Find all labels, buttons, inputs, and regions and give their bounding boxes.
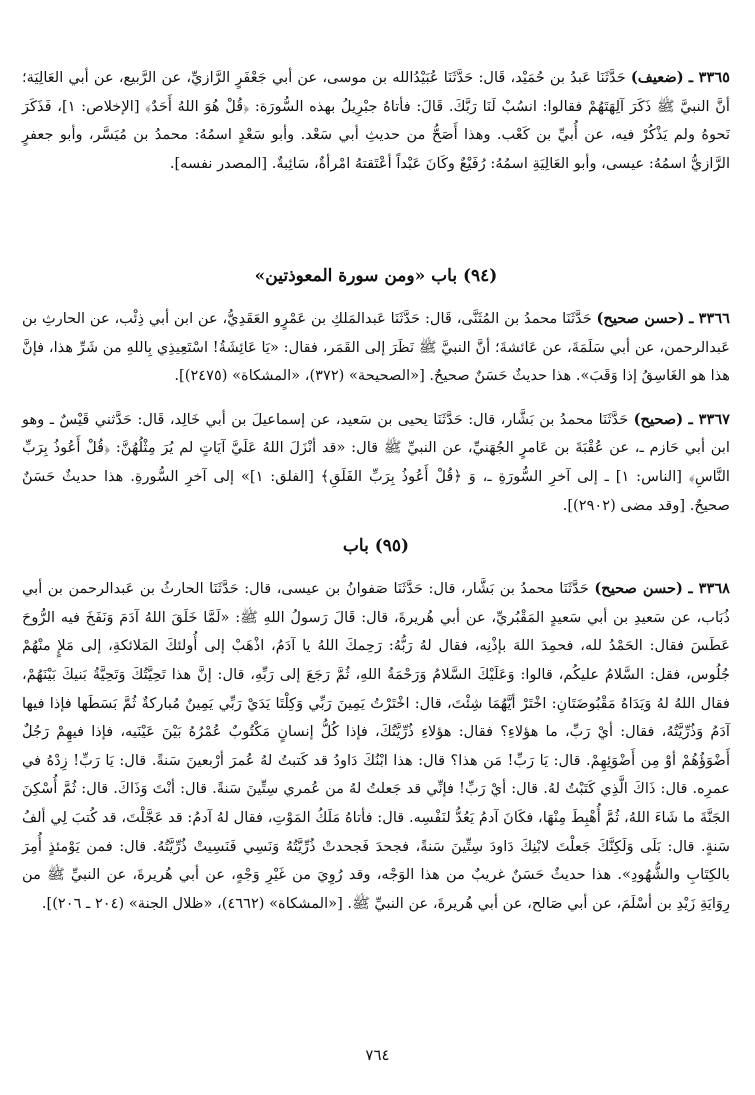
page-number: ٧٦٤ [365,1046,390,1064]
hadith-grade: (حسن صحيح) [596,310,685,327]
chapter-95-heading: (٩٥) باب [342,536,410,557]
hadith-grade: (حسن صحيح) [594,580,683,598]
hadith-grade: (صحيح) [633,410,684,428]
hadith-3366 [22,305,730,391]
hadith-number: ٣٣٦٥ ـ [688,69,730,86]
hadith-3368 [22,575,730,918]
hadith-number: ٣٣٦٦ ـ [689,310,730,327]
hadith-text: حَدَّثَنَا محمدُ بن بَشَّار، قال: حَدَّثَنَا يحيى بن سَعيد، عن إسماعيلَ بن أبي خَالِد، قَال: حَدَّثني قَيْسٌ ـ وهو ابن أبي حَازم ـ، عن عُقْبَةَ بن عَامرٍ الجُهَنيِّ، عن النبيِّ ﷺ قال: «قد أنْزَلَ اللهُ عَلَيَّ آيَاتٍ لم يُرَ مِثْلُهُنَّ: ﴿قُلْ أَعُوذُ بِرَبِّ النَّاسِ﴾ [الناس: ١] ـ إلى آخرِ السُّورَةِ ـ، وَ ﴿قُلْ أَعُوذُ بِرَبِّ الفَلَقِ﴾ [الفلق: ١]» إلى آخرِ السُّورةِ. هذا حديثٌ حَسَنٌ صحيحٌ. [وقد مضى (٢٩٠٢)]. [22,410,730,514]
hadith-number: ٣٣٦٧ ـ [688,410,731,428]
hadith-text: حَدَّثَنَا عَبدُ بن حُمَيْد، قَال: حَدَّثَنَا عُبَيْدُالله بن موسى، عن أبي جَعْفَرٍ الرَّازيِّ، عن الرَّبيع، عن أبي العَالِيَة؛ أنَّ النبيَّ ﷺ ذَكَرَ آلِهَتَهُمْ فقالوا: انسُبْ لَنَا رَبَّكَ. قَالَ: فأتاهُ جبْرِيلُ بهذه السُّورَة: ﴿قُلْ هُوَ اللهُ أَحَدٌ﴾ [الإخلاص: ١]، فَذَكَرَ نَحوهُ ولم يَذْكُرْ فيه، عن أُبيِّ بن كَعْب. وهذا أَصَحُّ من حديثِ أبي سَعْد. وأبو سَعْدٍ اسمُهُ: محمدُ بن مُيَسَّر، وأبو جعفرٍ الرَّازيُّ اسمُهُ: عيسى، وأبو العَالِيَةِ اسمُهُ: رُفَيْعٌ وكَانَ عَبْداً أعْتَقتهُ امْرأةٌ، سَائِبةٌ. [المصدر نفسه]. [22,69,730,172]
hadith-number: ٣٣٦٨ ـ [688,580,730,598]
hadith-grade: (ضعيف) [630,69,684,86]
hadith-text: حَدَّثَنَا محمدُ بن بَشَّار، قال: حَدَّثَنَا صَفوانُ بن عيسى، قال: حَدَّثَنَا الحارثُ بن عَبدالرحمن بن أبي ذُبَاب، عن سَعيدِ بن أبي سَعيدٍ المَقْبُريِّ، عن أبي هُريرةَ، قال: قَالَ رَسولُ اللهِ ﷺ: «لَمَّا خَلَقَ اللهُ آدَمَ وَنَفَخَ فيه الرُّوحَ عَطَسَ فقال: الحَمْدُ لله، فحمِدَ اللهَ بإذْنِه، فقال لهُ رَبُّهُ: رَحِمكَ اللهُ يا آدَمُ، اذْهَبْ إلى أُولئكَ المَلائكةِ، إلى مَلإٍ منْهُمْ جُلُوس، فقل: السَّلامُ عليكُم، قالوا: وَعَلَيْكَ السَّلامُ وَرَحْمَةُ اللهِ، ثُمَّ رَجَعَ إلى رَبِّهِ، قال: إنَّ هذا تَحِيَّتُكَ وَتَحِيَّةُ بَنيكَ بَيْنَهُمْ، فقال اللهُ لهُ وَيَدَاهُ مَقْبُوضَتَانِ: اخْتَرْ أيَّهُمَا شِئْتَ، قال: اخْتَرْتُ يَمِينَ رَبِّي وَكِلْتَا يَدَيْ رَبِّي يَمِينٌ مُباركةٌ ثُمَّ بَسَطَها فإذا فيها آدَمُ وَذُرِّيَّتُهُ، فقال: أيْ رَبِّ، ما هؤلاءِ؟ فقال: هؤلاءِ ذُرِّيَّتُكَ، فإذا كُلُّ إنسانٍ مَكْتُوبٌ عُمْرُهُ بَيْنَ عَيْنَيه، فإذا فيهِمْ رَجُلٌ أَضْوَؤُهُمْ أوْ مِن أَضْوَئِهِمْ. قال: يَا رَبِّ! مَن هذا؟ قال: هذا ابْنُكَ دَاودُ قد كَتبتُ لهُ عُمرَ أرْبعينَ سَنةً. قال: يَا رَبِّ! زِدْهُ في عمرِه. قال: ذَاكَ الَّذِي كَتَبْتُ لهُ. قال: أيْ رَبِّ! فإنِّي قد جَعلتُ لهُ من عُمري سِتِّينَ سَنةً. قال: أنْتَ وَذَاكَ. قال: ثُمَّ أُسْكِنَ الجَنَّةَ ما شَاءَ اللهُ، ثُمَّ أُهْبِطَ مِنْهَا، فكَانَ آدمُ يَعُدُّ لنَفْسِه. قال: فأتاهُ مَلَكُ المَوْتِ، فقال لهُ آدمُ: قد عَجَّلْتَ، قد كُتبَ لِي ألفُ سَنةٍ. قال: بَلَى وَلَكِنَّكَ جَعلْتَ لابْنِكَ دَاودَ سِتِّينَ سَنةً، فجحدَ فَجحدتْ ذُرِّيَّتُهُ وَنَسِي فَنَسِيتْ ذُرِّيَّتُهُ. قال: فمن يَوْمئذٍ أُمِرَ بالكِتَابِ والشُّهُودِ». هذا حديثٌ حَسَنٌ غريبٌ من هذا الوَجْه، وقد رُوِيَ من غَيْرِ وَجْهٍ، عن أبي هُريرةَ، عن النبيِّ ﷺ من رِوَايَةِ زَيْدِ بن أسْلَمَ، عن أبي صَالح، عن أبي هُريرةَ، عن النبيِّ ﷺ. [«المشكاة» (٤٦٦٢)، «ظلال الجنة» (٢٠٤ ـ ٢٠٦)]. [22,580,730,912]
hadith-3365 [22,64,730,254]
hadith-3367 [22,406,730,520]
page-content [22,64,730,918]
hadith-text: حَدَّثَنَا محمدُ بن المُثَنَّى، قَال: حَدَّثَنَا عَبدالمَلكِ بن عَمْرٍو العَقَدِيُّ، عن ابن أبي ذِئْب، عن الحارثِ بن عَبدالرحمن، عن أبي سَلَمَةَ، عن عَائشةَ؛ أنَّ النبيَّ ﷺ نَظَرَ إلى القَمَر، فقال: «يَا عَائِشَةُ! اسْتَعِيذِي بِاللهِ من شَرِّ هذا، فإنَّ هذا هو الغَاسِقُ إذا وَقَبَ». هذا حديثٌ حَسَنٌ صحيحٌ. [«الصحيحة» (٣٧٢)، «المشكاة» (٢٤٧٥)]. [22,310,730,385]
chapter-94-heading: (٩٤) باب «ومن سورة المعوذتين» [254,266,498,286]
